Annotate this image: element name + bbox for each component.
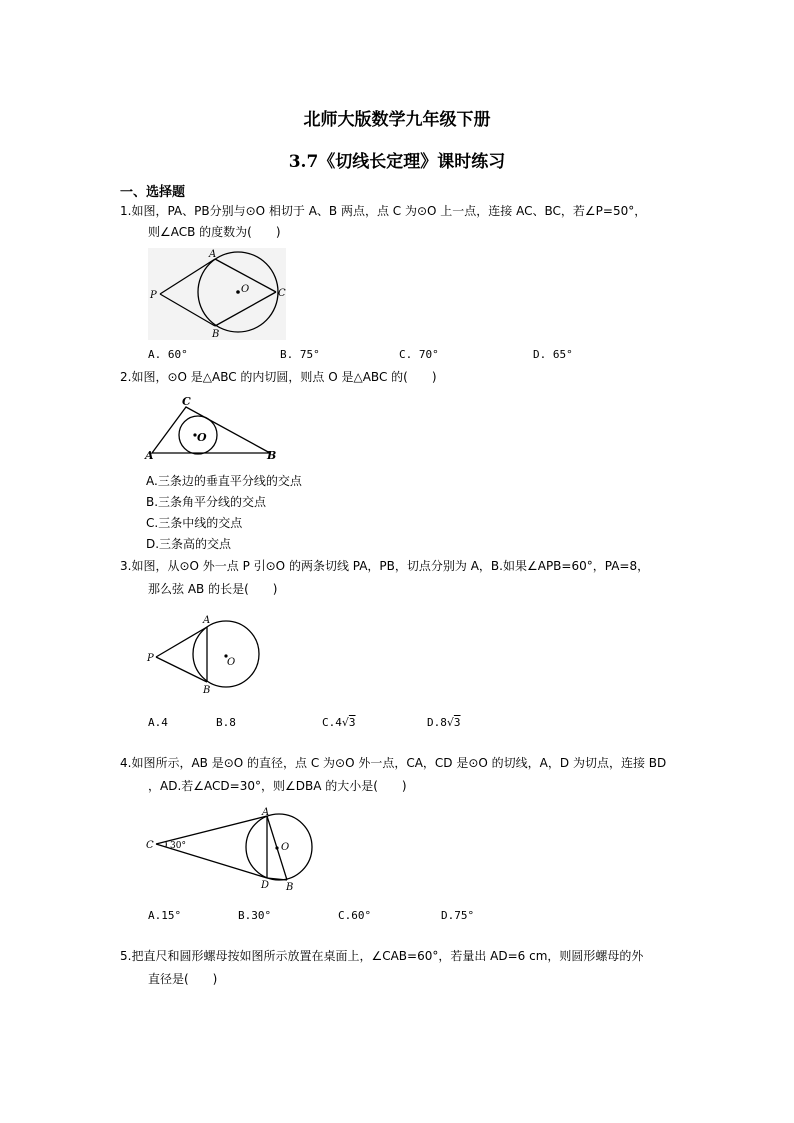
q1-label-C: C: [278, 288, 286, 299]
question-5-line-2: 直径是( ): [148, 972, 218, 986]
q1-label-O: O: [241, 284, 250, 295]
q4-label-C: C: [146, 840, 154, 851]
question-3-option-b: B.8: [216, 716, 236, 729]
q1-label-B: B: [212, 329, 220, 340]
section-heading: 一、选择题: [120, 185, 186, 200]
question-4-figure: [144, 806, 316, 894]
q4-label-B: B: [286, 882, 294, 893]
question-5-line-1: 5.把直尺和圆形螺母按如图所示放置在桌面上，∠CAB=60°，若量出 AD=6 cm，则圆形螺母的外: [120, 949, 644, 963]
q4-label-D: D: [261, 880, 270, 891]
q3-option-c-sqrt-sign: √: [341, 716, 349, 729]
q3-label-B: B: [203, 685, 211, 696]
q3-label-P: P: [147, 653, 154, 664]
document-subtitle: 3.7《切线长定理》课时练习: [288, 152, 506, 172]
question-3-option-c: [322, 716, 356, 729]
question-4-line-2: ，AD.若∠ACD=30°，则∠DBA 的大小是( ): [148, 779, 407, 793]
question-3-line-2: 那么弦 AB 的长是( ): [148, 582, 278, 596]
q2-label-B: B: [267, 449, 277, 461]
question-2-option-b: B.三条角平分线的交点: [146, 495, 267, 509]
question-1-line-1: 1.如图，PA、PB分别与⊙O 相切于 A、B 两点，点 C 为⊙O 上一点，连接 AC、BC，若∠P=50°，: [120, 204, 647, 218]
question-3-option-d: [427, 716, 461, 729]
question-4-option-a: A.15°: [148, 909, 182, 922]
question-3-line-1: 3.如图，从⊙O 外一点 P 引⊙O 的两条切线 PA，PB，切点分别为 A，B.如果∠APB=60°，PA=8，: [120, 559, 650, 573]
q4-label-O: O: [281, 842, 290, 853]
question-1-option-a: A. 60°: [148, 348, 188, 361]
question-1-line-2: 则∠ACB 的度数为( ): [148, 225, 281, 239]
q1-label-A: A: [209, 249, 217, 260]
question-4-option-c: C.60°: [338, 909, 372, 922]
q3-label-O: O: [227, 657, 236, 668]
q3-option-c-text: C.4: [322, 716, 342, 729]
question-2-line-1: 2.如图，⊙O 是△ABC 的内切圆，则点 O 是△ABC 的( ): [120, 370, 437, 384]
q3-option-d-sqrt-sign: √: [446, 716, 454, 729]
question-4-option-d: D.75°: [441, 909, 475, 922]
q3-label-A: A: [203, 615, 211, 626]
question-3-figure: [146, 612, 264, 696]
q3-option-d-text: D.8: [427, 716, 447, 729]
q3-option-d-radicand: 3: [453, 716, 461, 729]
question-1-option-b: B. 75°: [280, 348, 320, 361]
q3-option-c-radicand: 3: [348, 716, 356, 729]
q4-angle-label: 30°: [170, 841, 186, 851]
q2-label-C: C: [182, 395, 191, 408]
question-2-option-d: D.三条高的交点: [146, 537, 232, 551]
document-title: 北师大版数学九年级下册: [303, 110, 491, 130]
question-1-option-d: D. 65°: [533, 348, 573, 361]
q1-label-P: P: [150, 290, 157, 301]
question-2-figure: [144, 393, 280, 461]
question-4-line-1: 4.如图所示，AB 是⊙O 的直径，点 C 为⊙O 外一点，CA，CD 是⊙O 的切线，A，D 为切点，连接 BD: [120, 756, 667, 770]
question-2-option-a: A.三条边的垂直平分线的交点: [146, 474, 302, 488]
question-2-option-c: C.三条中线的交点: [146, 516, 243, 530]
question-1-figure: [148, 248, 286, 340]
question-1-option-c: C. 70°: [399, 348, 439, 361]
q2-label-O: O: [197, 431, 207, 444]
q4-label-A: A: [262, 807, 270, 818]
question-4-option-b: B.30°: [238, 909, 272, 922]
question-3-option-a: A.4: [148, 716, 168, 729]
q2-label-A: A: [145, 449, 154, 461]
